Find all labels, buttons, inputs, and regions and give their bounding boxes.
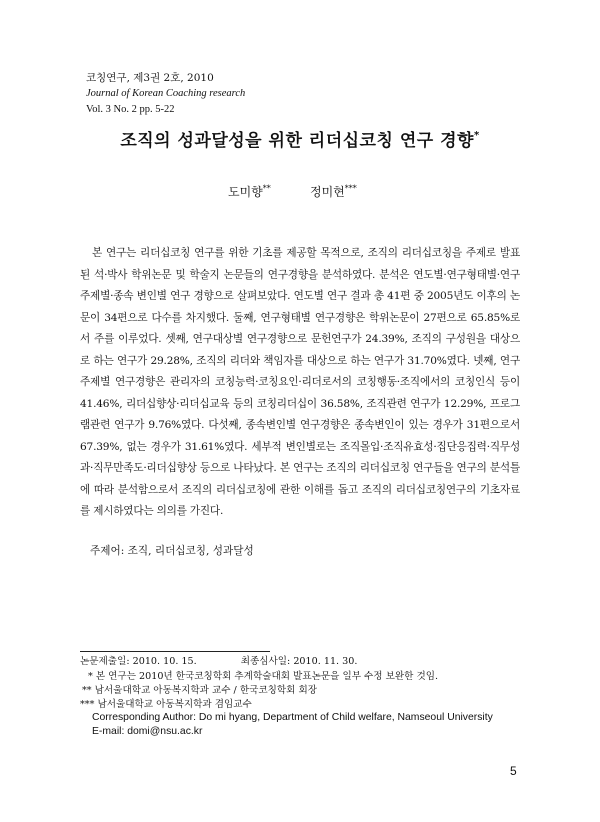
author-email: E-mail: domi@nsu.ac.kr xyxy=(92,726,203,737)
submitted-date: 논문제출일: 2010. 10. 15. xyxy=(80,656,197,667)
author-marker: *** xyxy=(344,184,357,193)
corresponding-author: Corresponding Author: Do mi hyang, Department of Child welfare, Namseoul University xyxy=(92,712,493,723)
paper-title xyxy=(0,126,600,151)
footnote-1: * 본 연구는 2010년 한국코칭학회 추계학술대회 발표논문을 일부 수정 보완한 것임. xyxy=(88,671,439,682)
journal-name-english: Journal of Korean Coaching research xyxy=(86,88,246,99)
author-2 xyxy=(310,183,357,200)
author-name: 도미향 xyxy=(228,185,263,199)
keywords: 주제어: 조직, 리더십코칭, 성과달성 xyxy=(90,545,254,557)
author-1 xyxy=(228,183,271,200)
footnote-2: ** 남서울대학교 아동복지학과 교수 / 한국코칭학회 회장 xyxy=(82,685,318,696)
journal-volume: Vol. 3 No. 2 pp. 5-22 xyxy=(86,104,175,115)
journal-info xyxy=(86,70,245,118)
page-number: 5 xyxy=(510,764,517,778)
author-marker: ** xyxy=(262,184,271,193)
footnote-3: *** 남서울대학교 아동복지학과 겸임교수 xyxy=(80,699,252,710)
paper-title-text: 조직의 성과달성을 위한 리더십코칭 연구 경향 xyxy=(120,131,474,151)
abstract: 본 연구는 리더십코칭 연구를 위한 기초를 제공할 목적으로, 조직의 리더십코칭을 주제로 발표된 석·박사 학위논문 및 학술지 논문들의 연구경향을 분석하였다. 분석은 연도별·연구형태별·연구주제별·종속 변인별 연구 경향으로 살펴보았다. 연도별 연구 결과 총 41편 중 2005년도 이후의 논문이 34편으로 다수를 차지했다. 둘째, 연구형태별 연구경향은 학위논문이 27편으로 65.85%로서 주를 이루었다. 셋째, 연구대상별 연구경향으로 문헌연구가 24.39%, 조직의 구성원을 대상으로 하는 연구가 29.28%, 조직의 리더와 책임자를 대상으로 하는 연구가 31.70%였다. 넷째, 연구주제별 연구경향은 관리자의 코칭능력·코칭요인·리더로서의 코칭행동·조직에서의 코칭인식 등이 41.46%, 리더십향상·리더십교육 등의 코칭리더십이 36.58%, 조직관련 연구가 12.29%, 프로그램관련 연구가 9.76%였다. 다섯째, 종속변인별 연구경향은 종속변인이 있는 경우가 31편으로서 67.39%, 없는 경우가 31.61%였다. 세부적 변인별로는 조직몰입·조직유효성·집단응집력·직무성과·직무만족도·리더십향상 등으로 나타났다. 본 연구는 조직의 리더십코칭 연구들을 연구의 분석틀에 따라 분석함으로서 조직의 리더십코칭에 관한 이해를 돕고 조직의 리더십코칭연구의 기초자료를 제시하였다는 의의를 가진다. xyxy=(80,247,520,517)
author-name: 정미현 xyxy=(310,185,345,199)
journal-citation-korean: 코칭연구, 제3권 2호, 2010 xyxy=(86,72,214,84)
footnote-dates xyxy=(80,656,357,668)
footnote-divider xyxy=(80,651,270,652)
reviewed-date: 최종심사일: 2010. 11. 30. xyxy=(240,656,358,667)
title-footnote-marker: * xyxy=(473,130,480,141)
